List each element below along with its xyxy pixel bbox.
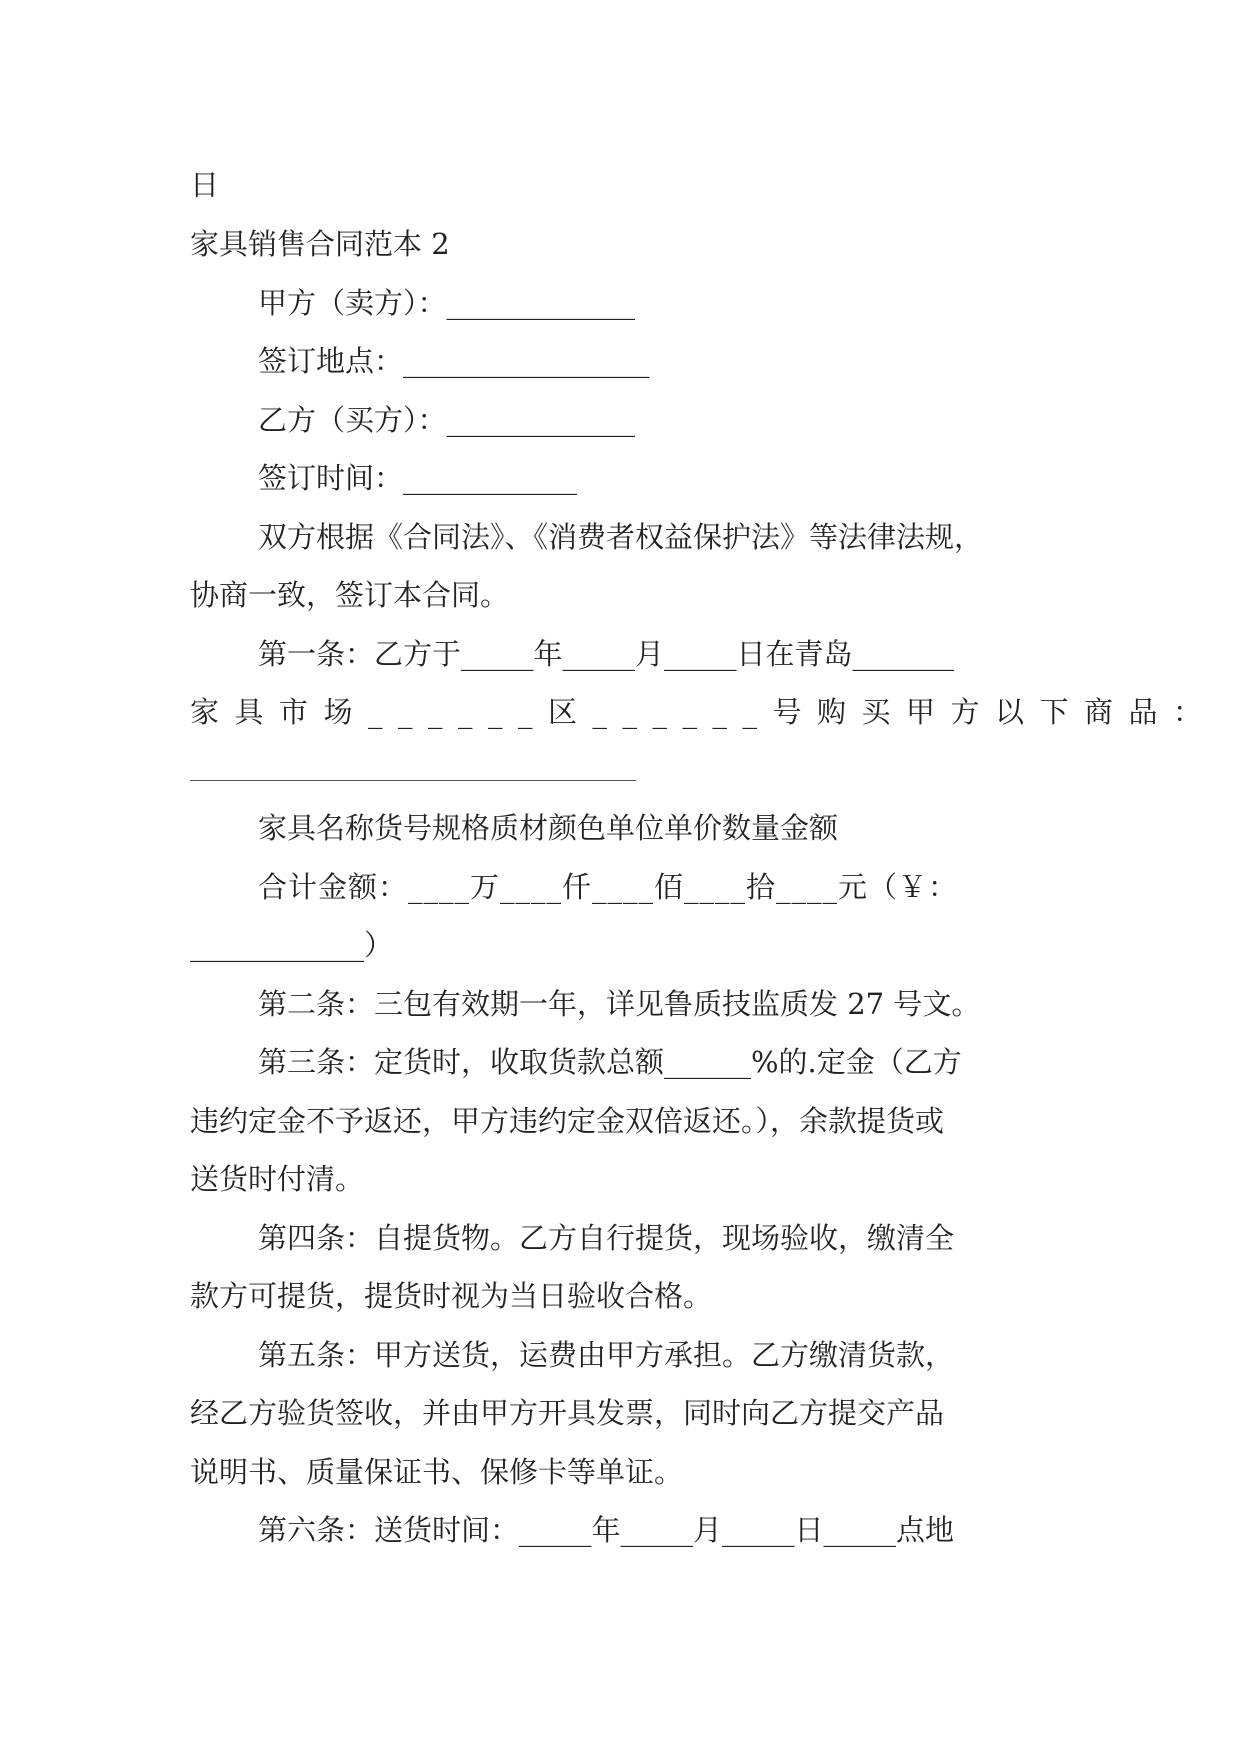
article-5-line-3: 说明书、质量保证书、保修卡等单证。 <box>190 1455 684 1489</box>
goods-table-header: 家具名称货号规格质材颜色单位单价数量金额 <box>258 811 839 845</box>
total-amount-line-2: ____________） <box>190 928 394 962</box>
article-1-line-1: 第一条：乙方于_____年_____月_____日在青岛_______ <box>258 637 955 671</box>
article-6-line-1: 第六条：送货时间：_____年_____月_____日_____点地 <box>258 1513 955 1547</box>
article-1-line-2: 家具市场______区______号购买甲方以下商品： <box>190 695 1218 729</box>
article-3-line-3: 送货时付清。 <box>190 1162 365 1196</box>
article-4-line-1: 第四条：自提货物。乙方自行提货，现场验收，缴清全 <box>258 1221 955 1255</box>
date-fragment-text: 日 <box>190 168 220 202</box>
article-5-line-2: 经乙方验货签收，并由甲方开具发票，同时向乙方提交产品 <box>190 1396 945 1430</box>
contract-title: 家具销售合同范本 2 <box>190 227 450 261</box>
signing-place-field: 签订地点：_________________ <box>258 344 650 378</box>
party-b-buyer-field: 乙方（买方）：_____________ <box>258 403 636 437</box>
preamble-line-1: 双方根据《合同法》、《消费者权益保护法》等法律法规， <box>258 520 984 554</box>
article-2: 第二条：三包有效期一年，详见鲁质技监质发 27 号文。 <box>258 987 981 1021</box>
article-4-line-2: 款方可提货，提货时视为当日验收合格。 <box>190 1279 713 1313</box>
total-amount-line-1: 合计金额：____万____仟____佰____拾____元（￥： <box>258 870 959 904</box>
article-3-line-1: 第三条：定货时，收取货款总额______%的.定金（乙方 <box>258 1045 962 1079</box>
article-5-line-1: 第五条：甲方送货，运费由甲方承担。乙方缴清货款， <box>258 1338 955 1372</box>
article-3-line-2: 违约定金不予返还，甲方违约定金双倍返还。），余款提货或 <box>190 1104 945 1138</box>
party-a-seller-field: 甲方（卖方）：_____________ <box>258 286 636 320</box>
preamble-line-2: 协商一致，签订本合同。 <box>190 578 510 612</box>
signing-time-field: 签订时间：____________ <box>258 461 578 495</box>
goods-blank-rule <box>190 780 636 781</box>
